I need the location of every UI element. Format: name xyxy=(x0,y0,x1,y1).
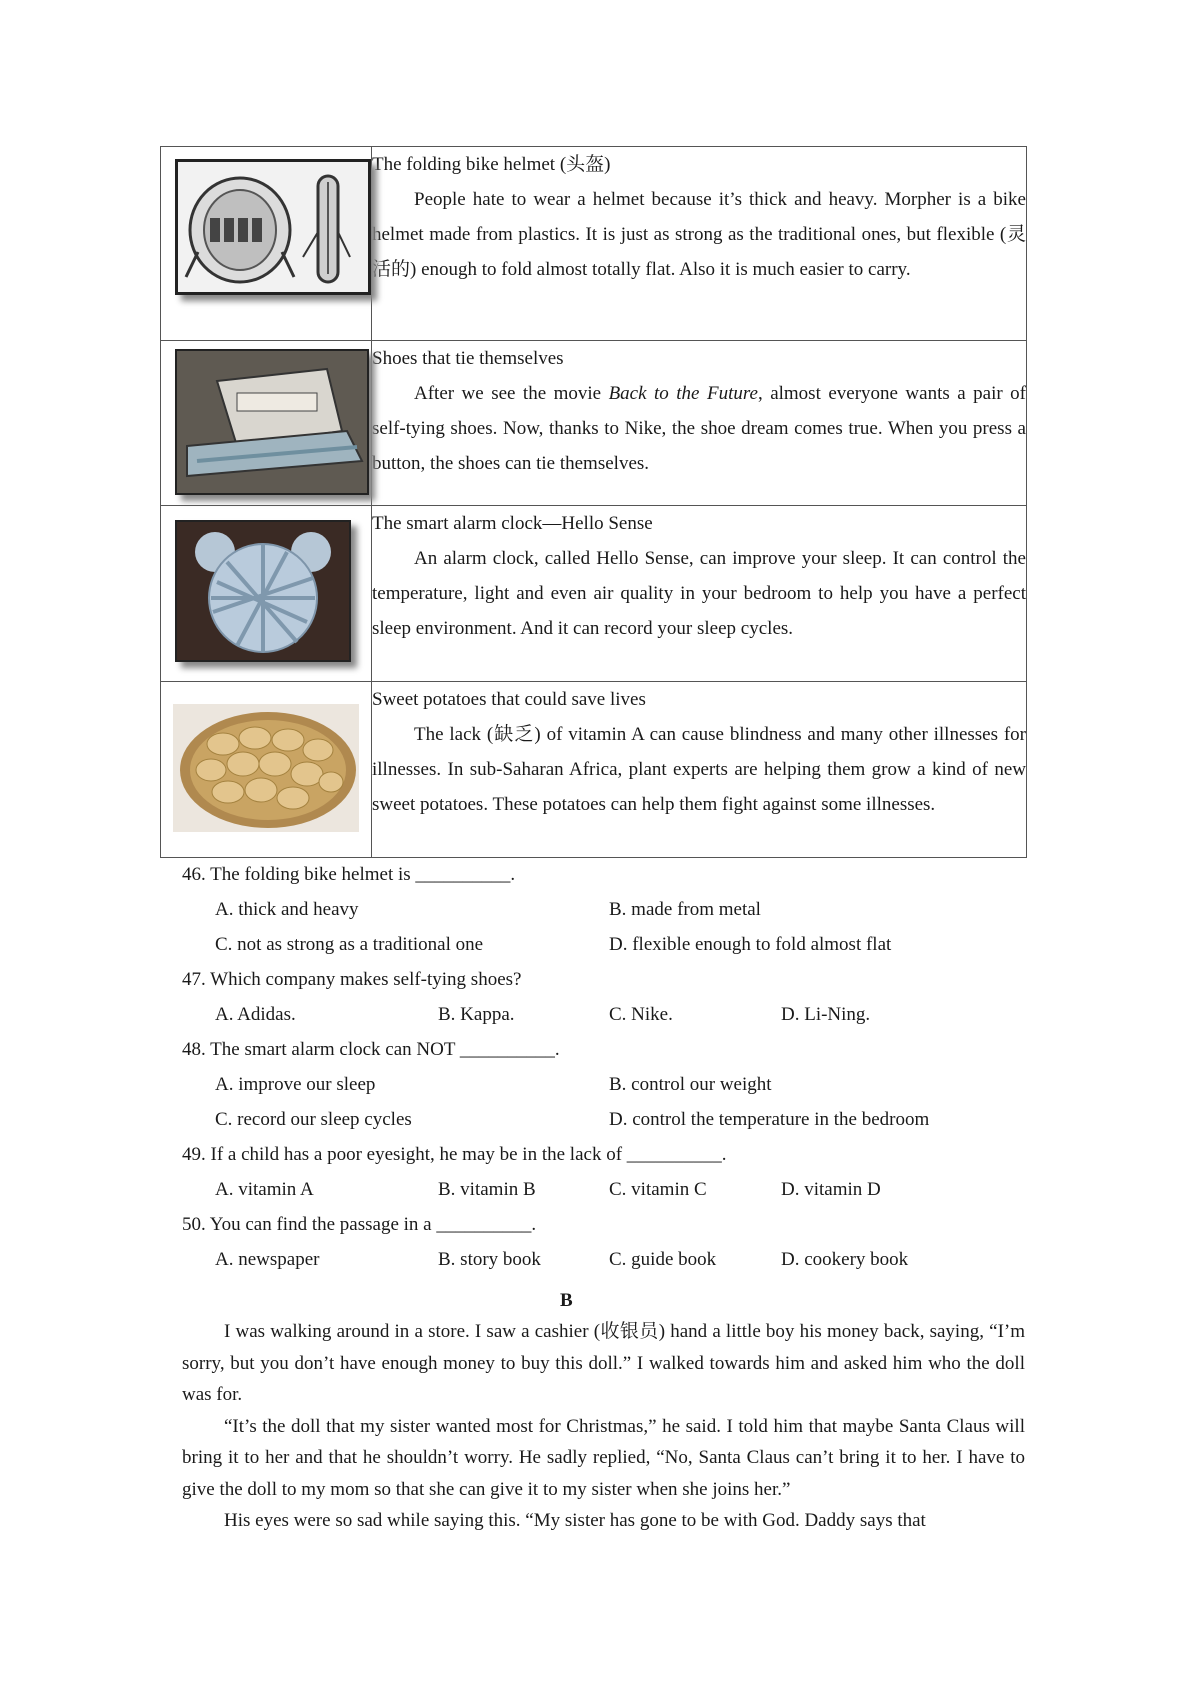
item-title: The folding bike helmet (头盔) xyxy=(372,154,611,175)
option[interactable]: A. vitamin A xyxy=(215,1179,314,1200)
question-stem: 48. The smart alarm clock can NOT __________. xyxy=(182,1039,560,1060)
table-row xyxy=(161,506,1027,682)
option[interactable]: D. flexible enough to fold almost flat xyxy=(609,934,892,955)
item-body xyxy=(372,376,1026,481)
item-title: Sweet potatoes that could save lives xyxy=(372,689,646,710)
item-title: Shoes that tie themselves xyxy=(372,348,564,369)
question-stem: 49. If a child has a poor eyesight, he may be in the lack of __________. xyxy=(182,1144,727,1165)
image-cell xyxy=(161,506,372,682)
option[interactable]: B. vitamin B xyxy=(438,1179,536,1200)
description-cell xyxy=(372,147,1027,341)
image-cell xyxy=(161,682,372,858)
self-tying-shoe-photo xyxy=(175,349,369,495)
passage-b xyxy=(182,1316,1025,1537)
inventions-table xyxy=(160,146,1027,858)
paragraph: I was walking around in a store. I saw a cashier (收银员) hand a little boy his money back, saying, “I’m sorry, but you don’t have enough money to buy this doll.” I walked towards him and asked him who the doll was for. xyxy=(182,1321,1025,1405)
folding-helmet-photo xyxy=(175,159,371,295)
movie-title: Back to the Future xyxy=(608,383,758,404)
body-text: After we see the movie xyxy=(414,383,609,404)
option[interactable]: A. Adidas. xyxy=(215,1004,296,1025)
option[interactable]: B. Kappa. xyxy=(438,1004,515,1025)
description-cell xyxy=(372,682,1027,858)
option[interactable]: D. cookery book xyxy=(781,1249,909,1270)
sweet-potatoes-photo xyxy=(173,704,359,832)
section-heading: B xyxy=(560,1290,573,1311)
question-stem: 46. The folding bike helmet is __________. xyxy=(182,864,516,885)
option[interactable]: B. story book xyxy=(438,1249,541,1270)
option[interactable]: C. guide book xyxy=(609,1249,717,1270)
option[interactable]: B. control our weight xyxy=(609,1074,772,1095)
paragraph: His eyes were so sad while saying this. “My sister has gone to be with God. Daddy says that xyxy=(224,1510,926,1531)
option[interactable]: A. newspaper xyxy=(215,1249,320,1270)
image-cell xyxy=(161,341,372,506)
option[interactable]: B. made from metal xyxy=(609,899,761,920)
option[interactable]: A. thick and heavy xyxy=(215,899,359,920)
body-text: , almost everyone wants a pair of self-tying shoes. Now, thanks to Nike, the shoe dream comes true. When you press a button, the shoes can tie themselves. xyxy=(372,383,1026,474)
question-stem: 50. You can find the passage in a __________. xyxy=(182,1214,537,1235)
smart-alarm-clock-photo xyxy=(175,520,351,662)
description-cell xyxy=(372,506,1027,682)
table-row xyxy=(161,341,1027,506)
item-body: An alarm clock, called Hello Sense, can improve your sleep. It can control the temperature, light and even air quality in your bedroom to help you have a perfect sleep environment. And it can record your sleep cycles. xyxy=(372,548,1026,639)
option[interactable]: A. improve our sleep xyxy=(215,1074,376,1095)
option[interactable]: C. record our sleep cycles xyxy=(215,1109,412,1130)
option[interactable]: C. vitamin C xyxy=(609,1179,707,1200)
question-stem: 47. Which company makes self-tying shoes? xyxy=(182,969,522,990)
paragraph: “It’s the doll that my sister wanted most for Christmas,” he said. I told him that maybe Santa Claus will bring it to her and that he shouldn’t worry. He sadly replied, “No, Santa Claus can’t bring it to her. I have to give the doll to my mom so that she can give it to my sister when she joins her.” xyxy=(182,1415,1025,1500)
table-row xyxy=(161,147,1027,341)
item-body: The lack (缺乏) of vitamin A can cause blindness and many other illnesses for illnesses. In sub-Saharan Africa, plant experts are helping them grow a kind of new sweet potatoes. These potatoes can help them fight against some illnesses. xyxy=(372,724,1026,815)
option[interactable]: D. vitamin D xyxy=(781,1179,881,1200)
description-cell xyxy=(372,341,1027,506)
item-body: People hate to wear a helmet because it’s thick and heavy. Morpher is a bike helmet made from plastics. It is just as strong as the traditional ones, but flexible (灵活的) enough to fold almost totally flat. Also it is much easier to carry. xyxy=(372,189,1026,280)
option[interactable]: D. control the temperature in the bedroom xyxy=(609,1109,930,1130)
option[interactable]: D. Li-Ning. xyxy=(781,1004,871,1025)
option[interactable]: C. Nike. xyxy=(609,1004,673,1025)
table-row xyxy=(161,682,1027,858)
option[interactable]: C. not as strong as a traditional one xyxy=(215,934,484,955)
image-cell xyxy=(161,147,372,341)
item-title: The smart alarm clock—Hello Sense xyxy=(372,513,653,534)
